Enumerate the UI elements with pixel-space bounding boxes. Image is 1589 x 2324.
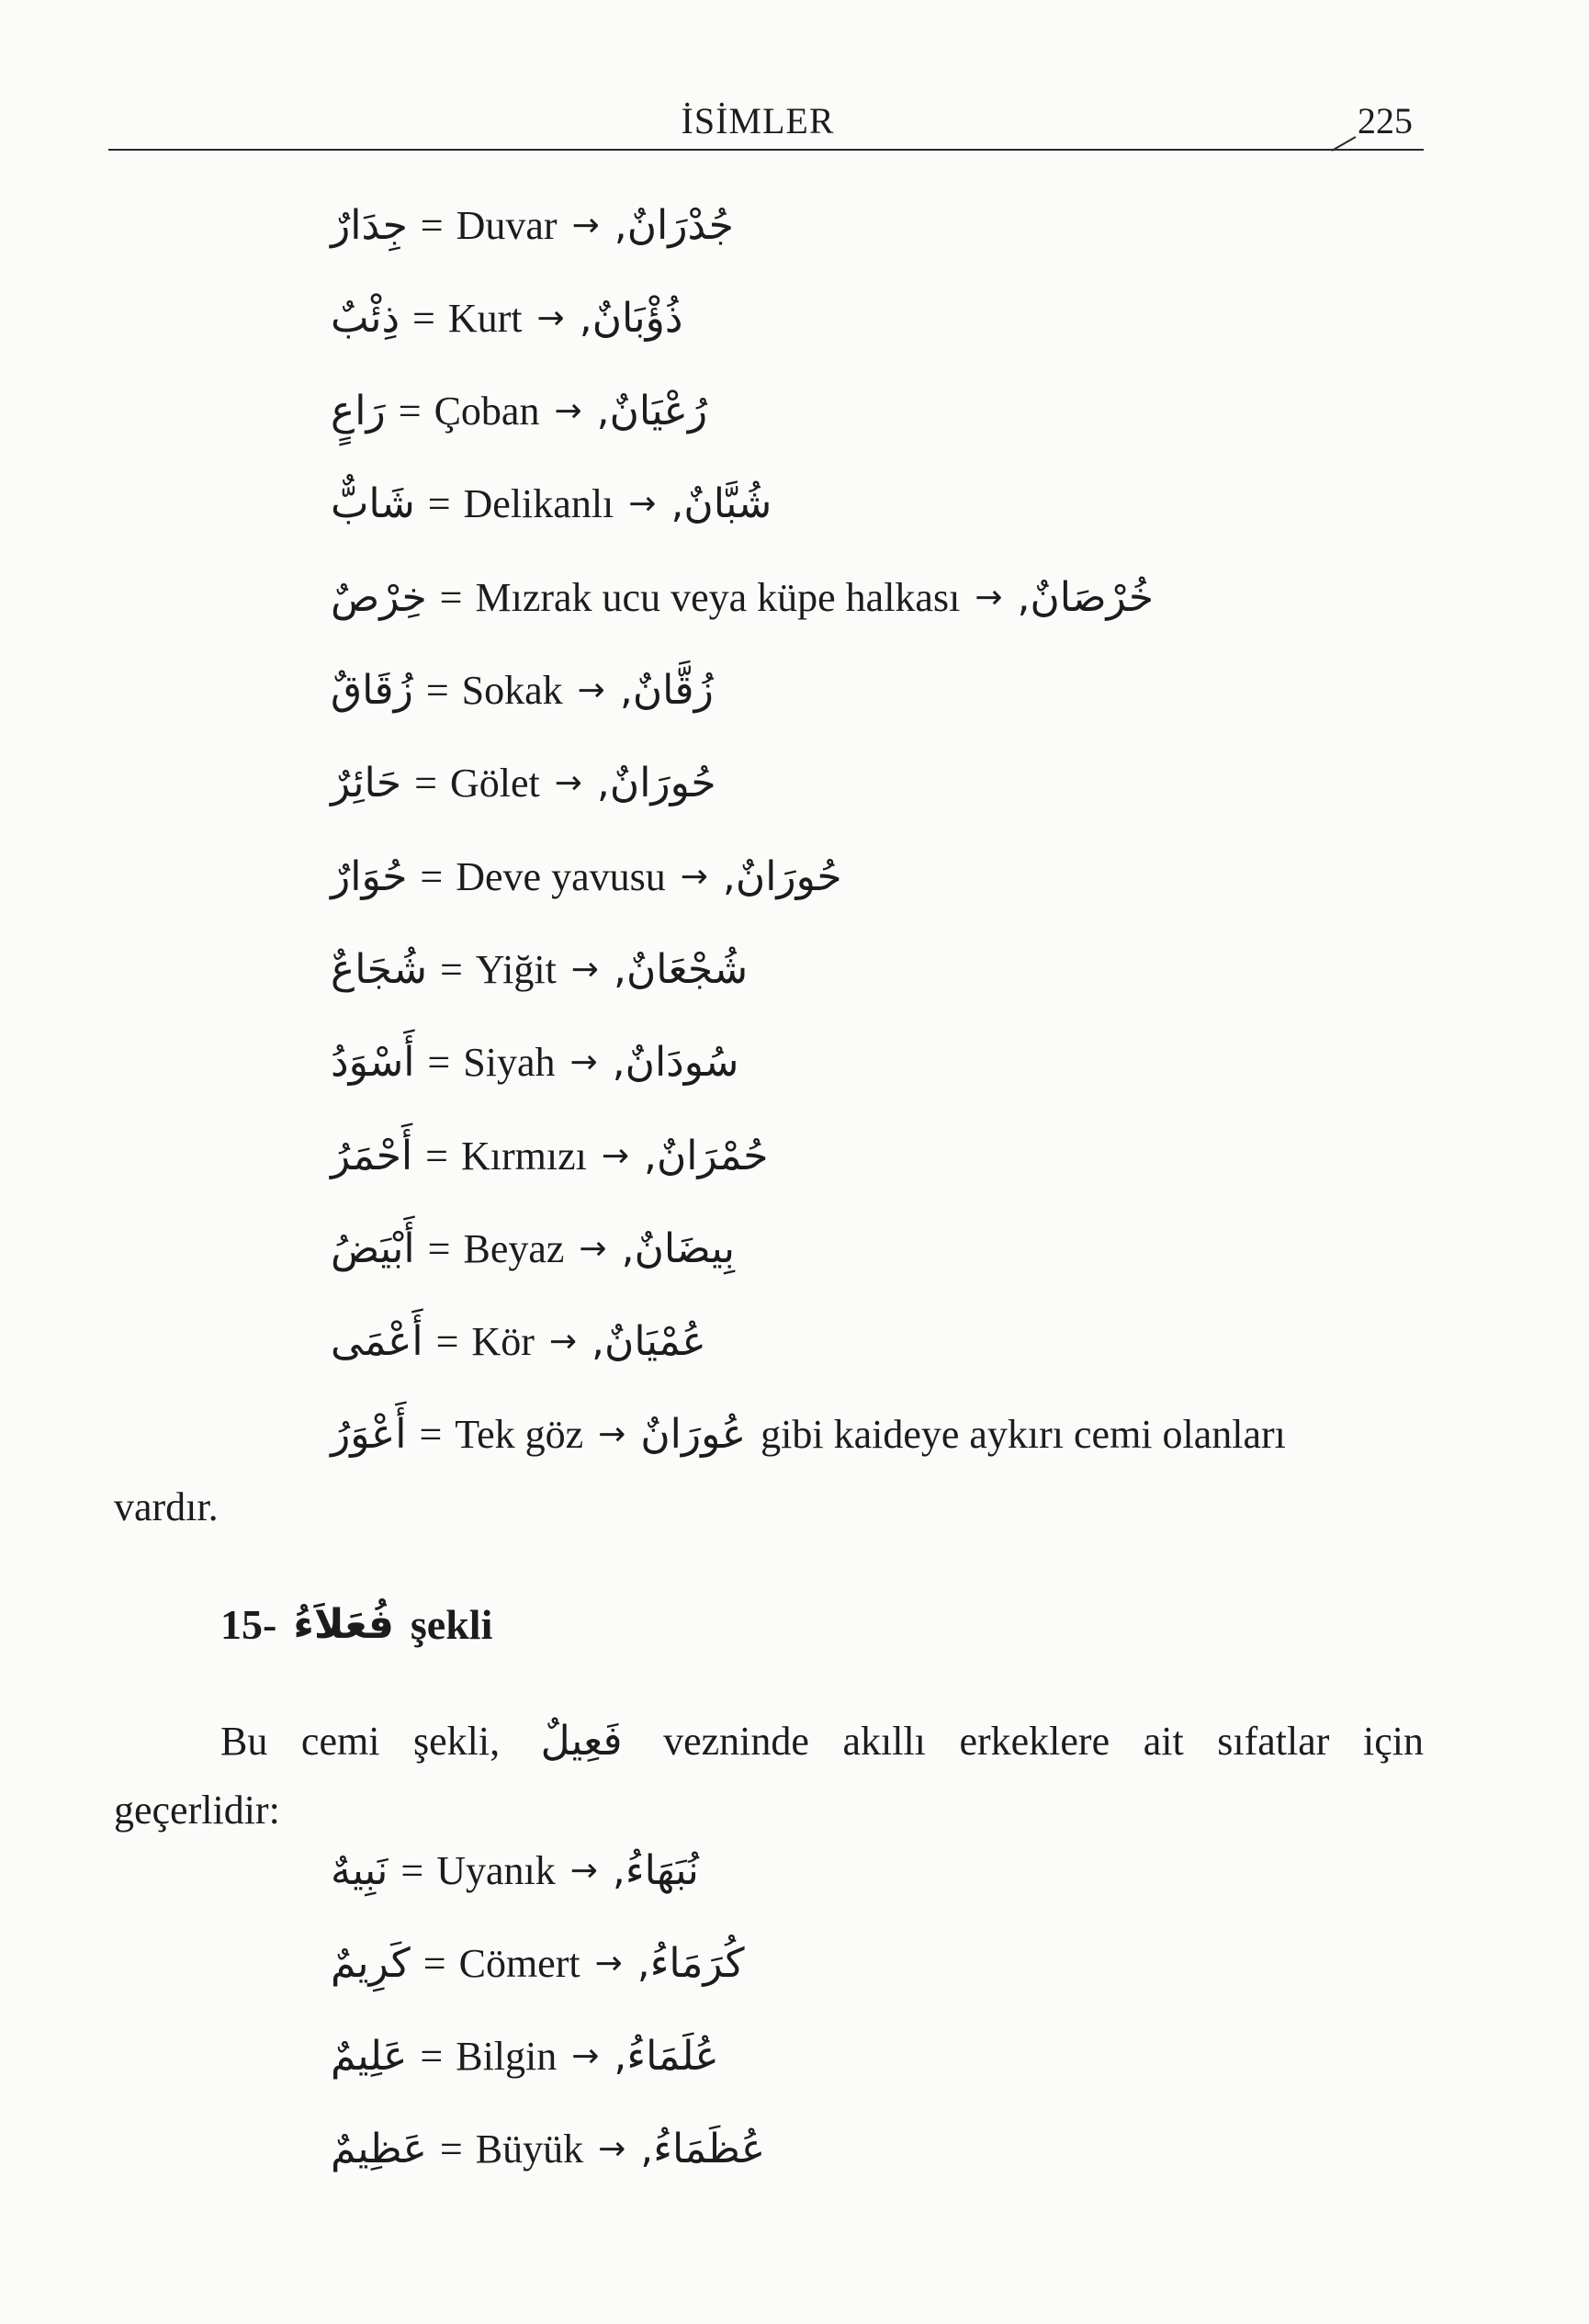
turkish-meaning: Duvar bbox=[456, 202, 558, 248]
plural-arabic: شُبَّانٌ, bbox=[671, 480, 772, 528]
equals-sign: = bbox=[425, 1133, 448, 1179]
equals-sign: = bbox=[412, 295, 435, 341]
plural-arabic: حُورَانٌ, bbox=[596, 760, 716, 807]
plural-arabic: شُجْعَانٌ, bbox=[613, 945, 749, 993]
plural-arabic: نُبَهَاءُ, bbox=[612, 1846, 699, 1894]
turkish-meaning: Gölet bbox=[449, 761, 540, 807]
equals-sign: = bbox=[420, 853, 444, 899]
equals-sign: = bbox=[420, 202, 444, 248]
turkish-meaning: Sokak bbox=[461, 668, 563, 713]
arrow-icon: → bbox=[594, 1944, 623, 1982]
para-word: şekli, bbox=[413, 1719, 501, 1764]
plural-list-1-row bbox=[331, 747, 716, 820]
arrow-icon: → bbox=[571, 2036, 600, 2075]
plural-arabic: جُدْرَانٌ, bbox=[614, 201, 734, 249]
equals-sign: = bbox=[427, 1040, 451, 1086]
para-word: akıllı bbox=[842, 1719, 926, 1764]
equals-sign: = bbox=[398, 389, 422, 434]
header-rule bbox=[108, 149, 1424, 151]
plural-arabic: عُلَمَاءُ, bbox=[614, 2032, 719, 2080]
section-heading bbox=[220, 1600, 492, 1649]
singular-arabic: خِرْصٌ bbox=[331, 573, 427, 621]
arrow-icon: → bbox=[598, 1416, 626, 1454]
plural-list-1-row bbox=[331, 932, 748, 1006]
plural-arabic: حُمْرَانٌ, bbox=[644, 1132, 769, 1179]
equals-sign: = bbox=[414, 761, 437, 807]
singular-arabic: جِدَارٌ bbox=[331, 201, 408, 249]
singular-arabic: أَعْوَرُ bbox=[331, 1411, 407, 1459]
turkish-meaning: Tek göz bbox=[455, 1412, 584, 1458]
arrow-icon: → bbox=[628, 485, 657, 524]
para-word: erkeklere bbox=[959, 1719, 1110, 1764]
plural-list-1-row bbox=[331, 188, 734, 262]
singular-arabic: ذِئْبٌ bbox=[331, 294, 400, 342]
arrow-icon: → bbox=[554, 764, 582, 803]
para-word: sıfatlar bbox=[1217, 1719, 1330, 1764]
para-arabic-pattern: فَعِيلٌ bbox=[540, 1718, 623, 1765]
plural-list-1-row bbox=[331, 1212, 735, 1285]
plural-arabic: ذُؤْبَانٌ, bbox=[579, 294, 683, 342]
section-arabic-pattern: فُعَلاَءُ bbox=[293, 1601, 394, 1648]
equals-sign: = bbox=[439, 946, 463, 992]
para-word: cemi bbox=[300, 1719, 380, 1764]
singular-arabic: زُقَاقٌ bbox=[331, 667, 413, 714]
para-word: için bbox=[1362, 1719, 1424, 1764]
continuation-text: vardır. bbox=[114, 1484, 219, 1529]
equals-sign: = bbox=[439, 574, 463, 620]
equals-sign: = bbox=[427, 481, 451, 527]
arrow-icon: → bbox=[601, 1136, 629, 1175]
page-number: 225 bbox=[1358, 100, 1413, 141]
arrow-icon: → bbox=[536, 299, 565, 337]
turkish-meaning: Bilgin bbox=[456, 2033, 558, 2079]
plural-list-2-row bbox=[331, 1926, 745, 2000]
singular-arabic: أَسْوَدُ bbox=[331, 1039, 415, 1087]
trailing-text: gibi kaideye aykırı cemi olanları bbox=[761, 1412, 1286, 1458]
singular-arabic: كَرِيمٌ bbox=[331, 1939, 411, 1987]
turkish-meaning: Kurt bbox=[447, 295, 523, 341]
turkish-meaning: Kırmızı bbox=[460, 1133, 587, 1179]
arrow-icon: → bbox=[570, 950, 599, 988]
turkish-meaning: Kör bbox=[471, 1319, 535, 1365]
turkish-meaning: Uyanık bbox=[436, 1847, 556, 1893]
arrow-icon: → bbox=[569, 1851, 598, 1890]
singular-arabic: شَابٌّ bbox=[331, 480, 415, 528]
arrow-icon: → bbox=[548, 1323, 578, 1361]
turkish-meaning: Büyük bbox=[475, 2126, 584, 2172]
plural-list-2-row bbox=[331, 2112, 765, 2185]
singular-arabic: شُجَاعٌ bbox=[331, 945, 427, 993]
plural-arabic: عُظَمَاءُ, bbox=[640, 2125, 766, 2172]
arrow-icon: → bbox=[569, 1044, 598, 1082]
plural-list-2-row bbox=[331, 2019, 719, 2093]
singular-arabic: حَائِرٌ bbox=[331, 760, 402, 807]
plural-list-1-row bbox=[331, 375, 707, 448]
singular-arabic: أَعْمَى bbox=[331, 1318, 423, 1366]
turkish-meaning: Deve yavusu bbox=[456, 853, 666, 899]
plural-list-2-row bbox=[331, 1833, 699, 1907]
equals-sign: = bbox=[419, 1412, 443, 1458]
plural-list-1-row bbox=[331, 281, 683, 355]
plural-arabic: حُورَانٌ, bbox=[722, 852, 842, 900]
plural-list-1-row bbox=[331, 840, 842, 913]
turkish-meaning: Cömert bbox=[458, 1940, 580, 1986]
singular-arabic: أَحْمَرُ bbox=[331, 1132, 413, 1179]
plural-list-1-row bbox=[331, 1119, 768, 1192]
plural-list-1-row bbox=[331, 1026, 738, 1100]
singular-arabic: عَظِيمٌ bbox=[331, 2125, 427, 2172]
arrow-icon: → bbox=[579, 1229, 607, 1268]
section-label: şekli bbox=[410, 1601, 493, 1648]
turkish-meaning: Mızrak ucu veya küpe halkası bbox=[475, 574, 961, 620]
arrow-icon: → bbox=[577, 671, 605, 709]
para-word: ait bbox=[1143, 1719, 1184, 1764]
para-word: vezninde bbox=[663, 1719, 809, 1764]
plural-list-1-row bbox=[331, 1305, 706, 1379]
arrow-icon: → bbox=[598, 2129, 626, 2168]
arrow-icon: → bbox=[554, 392, 582, 431]
plural-list-1-row bbox=[331, 560, 1154, 634]
turkish-meaning: Beyaz bbox=[463, 1225, 565, 1271]
equals-sign: = bbox=[435, 1319, 459, 1365]
plural-arabic: زُقَّانٌ, bbox=[619, 667, 714, 714]
plural-arabic: كُرَمَاءُ, bbox=[637, 1939, 745, 1987]
singular-arabic: أَبْيَضُ bbox=[331, 1224, 415, 1272]
equals-sign: = bbox=[439, 2126, 463, 2172]
turkish-meaning: Yiğit bbox=[475, 946, 557, 992]
turkish-meaning: Delikanlı bbox=[463, 481, 614, 527]
section-number: 15- bbox=[220, 1601, 277, 1648]
equals-sign: = bbox=[400, 1847, 424, 1893]
equals-sign: = bbox=[427, 1225, 451, 1271]
plural-list-1-row bbox=[331, 1398, 1286, 1472]
plural-arabic: خُرْصَانٌ, bbox=[1017, 573, 1155, 621]
singular-arabic: حُوَارٌ bbox=[331, 852, 408, 900]
plural-arabic: سُودَانٌ, bbox=[612, 1039, 739, 1087]
plural-arabic: بِيضَانٌ, bbox=[621, 1224, 735, 1272]
para-word: Bu bbox=[220, 1719, 268, 1764]
arrow-icon: → bbox=[571, 206, 600, 244]
plural-list-1-row bbox=[331, 468, 772, 541]
turkish-meaning: Siyah bbox=[463, 1040, 556, 1086]
equals-sign: = bbox=[423, 1940, 446, 1986]
paragraph-line-1 bbox=[220, 1718, 1424, 1765]
paragraph-line-2: geçerlidir: bbox=[114, 1788, 280, 1833]
turkish-meaning: Çoban bbox=[434, 389, 540, 434]
singular-arabic: رَاعٍ bbox=[331, 388, 386, 435]
equals-sign: = bbox=[420, 2033, 444, 2079]
plural-arabic: رُعْيَانٌ, bbox=[596, 388, 708, 435]
plural-list-1-row bbox=[331, 654, 714, 728]
plural-arabic: عُورَانٌ bbox=[640, 1411, 747, 1459]
equals-sign: = bbox=[425, 668, 449, 713]
singular-arabic: نَبِيهٌ bbox=[331, 1846, 389, 1894]
arrow-icon: → bbox=[975, 578, 1003, 616]
singular-arabic: عَلِيمٌ bbox=[331, 2032, 408, 2080]
running-header-title: İSİMLER bbox=[681, 100, 835, 141]
arrow-icon: → bbox=[680, 857, 708, 896]
plural-arabic: عُمْيَانٌ, bbox=[592, 1318, 706, 1366]
